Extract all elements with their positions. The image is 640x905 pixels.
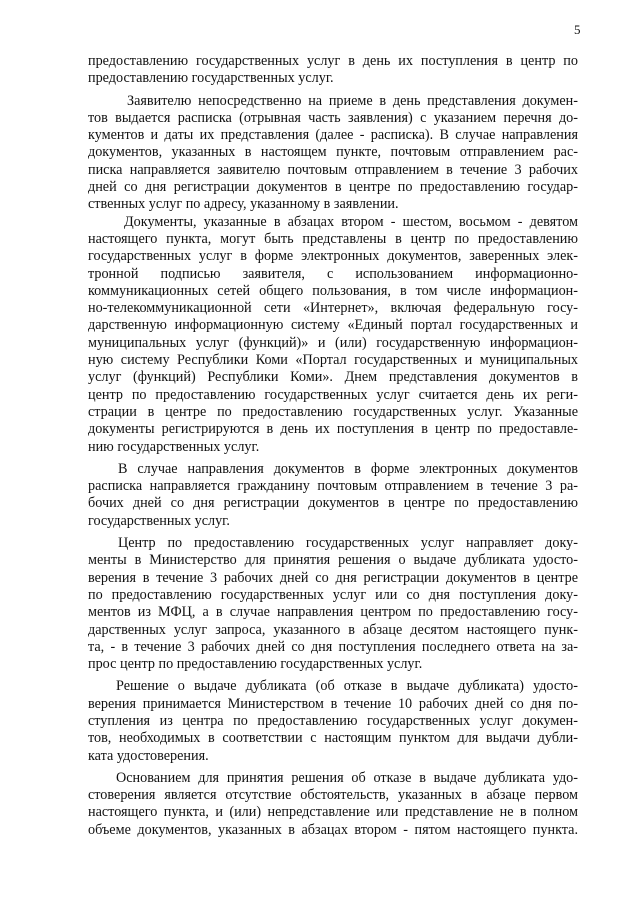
- text-line: тов выдается расписка (отрывная часть заявления) с указанием перечня до-: [88, 109, 578, 126]
- text-line: документы регистрируются в день их поступления в центр по предоставле-: [88, 421, 578, 438]
- text-line: услуг (функций) Республики Коми». Днем представления документов в: [88, 369, 578, 386]
- text-line: В случае направления документов в форме электронных документов: [118, 460, 578, 477]
- text-line: кументов и даты их представления (далее - расписка). В случае направления: [88, 127, 578, 144]
- text-line: ментов из МФЦ, а в случае направления центром по предоставлению госу-: [88, 604, 578, 621]
- text-line: предоставлению государственных услуг.: [88, 70, 334, 87]
- text-line: стоверения является отсутствие обстоятельств, указанных в абзаце первом: [88, 787, 578, 804]
- text-line: муниципальных услуг (функций)» и (или) государственную информацион-: [88, 334, 578, 351]
- text-line: верения в течение 3 рабочих дней со дня регистрации документов в центре: [88, 569, 578, 586]
- text-line: писка направляется заявителю почтовым отправлением в течение 3 рабочих: [88, 161, 578, 178]
- page-number: 5: [574, 22, 581, 37]
- text-line: ственных услуг по адресу, указанному в заявлении.: [88, 196, 399, 213]
- text-line: тов, необходимых в соответствии с настоящим пунктом для выдачи дубли-: [88, 730, 578, 747]
- text-line: но-телекоммуникационной сети «Интернет», включая федеральную госу-: [88, 300, 578, 317]
- text-line: дарственных услуг запроса, указанного в абзаце десятом настоящего пунк-: [88, 621, 578, 638]
- text-line: Документы, указанные в абзацах втором - шестом, восьмом - девятом: [124, 213, 578, 230]
- text-line: дней со дня регистрации документов в центре по предоставлению государ-: [88, 179, 578, 196]
- text-line: нию государственных услуг.: [88, 438, 260, 455]
- text-line: Основанием для принятия решения об отказе в выдаче дубликата удо-: [116, 769, 578, 786]
- text-line: Решение о выдаче дубликата (об отказе в выдаче дубликата) удосто-: [116, 678, 578, 695]
- text-line: настоящего пункта, и (или) непредставление или представление не в полном: [88, 804, 578, 821]
- body-text: [88, 53, 578, 839]
- text-line: верения принимается Министерством в течение 10 рабочих дней со дня по-: [88, 695, 578, 712]
- text-line: ную систему Республики Коми «Портал государственных и муниципальных: [88, 352, 578, 369]
- text-line: центр по предоставлению государственных услуг считается день их реги-: [88, 386, 578, 403]
- text-line: менты в Министерство для принятия решения о выдаче дубликата удосто-: [88, 552, 578, 569]
- text-line: дарственную информационную систему «Единый портал государственных и: [88, 317, 578, 334]
- text-line: ката удостоверения.: [88, 747, 209, 764]
- text-line: страции в центре по предоставлению государственных услуг. Указанные: [88, 403, 578, 420]
- text-line: коммуникационных сетей общего пользования, в том числе информацион-: [88, 282, 578, 299]
- text-line: объеме документов, указанных в абзацах втором - пятом настоящего пункта.: [88, 821, 578, 838]
- text-line: тронной подписью заявителя, с использованием информационно-: [88, 265, 578, 282]
- text-line: настоящего пункта, могут быть представлены в центр по предоставлению: [88, 230, 578, 247]
- text-line: расписка направляется гражданину почтовым отправлением в течение 3 ра-: [88, 478, 578, 495]
- text-line: документов, указанных в настоящем пункте, почтовым отправлением рас-: [88, 144, 578, 161]
- text-line: прос центр по предоставлению государственных услуг.: [88, 656, 423, 673]
- text-line: ступления из центра по предоставлению государственных услуг докумен-: [88, 712, 578, 729]
- text-line: по предоставлению государственных услуг или со дня поступления доку-: [88, 586, 578, 603]
- text-line: государственных услуг.: [88, 512, 230, 529]
- text-line: государственных услуг в форме электронных документов, заверенных элек-: [88, 248, 578, 265]
- text-line: Заявителю непосредственно на приеме в день представления докумен-: [127, 92, 578, 109]
- text-line: бочих дней со дня регистрации документов в центре по предоставлению: [88, 495, 578, 512]
- text-line: та, - в течение 3 рабочих дней со дня поступления последнего ответа на за-: [88, 638, 578, 655]
- text-line: предоставлению государственных услуг в день их поступления в центр по: [88, 53, 578, 69]
- text-line: Центр по предоставлению государственных услуг направляет доку-: [118, 535, 578, 552]
